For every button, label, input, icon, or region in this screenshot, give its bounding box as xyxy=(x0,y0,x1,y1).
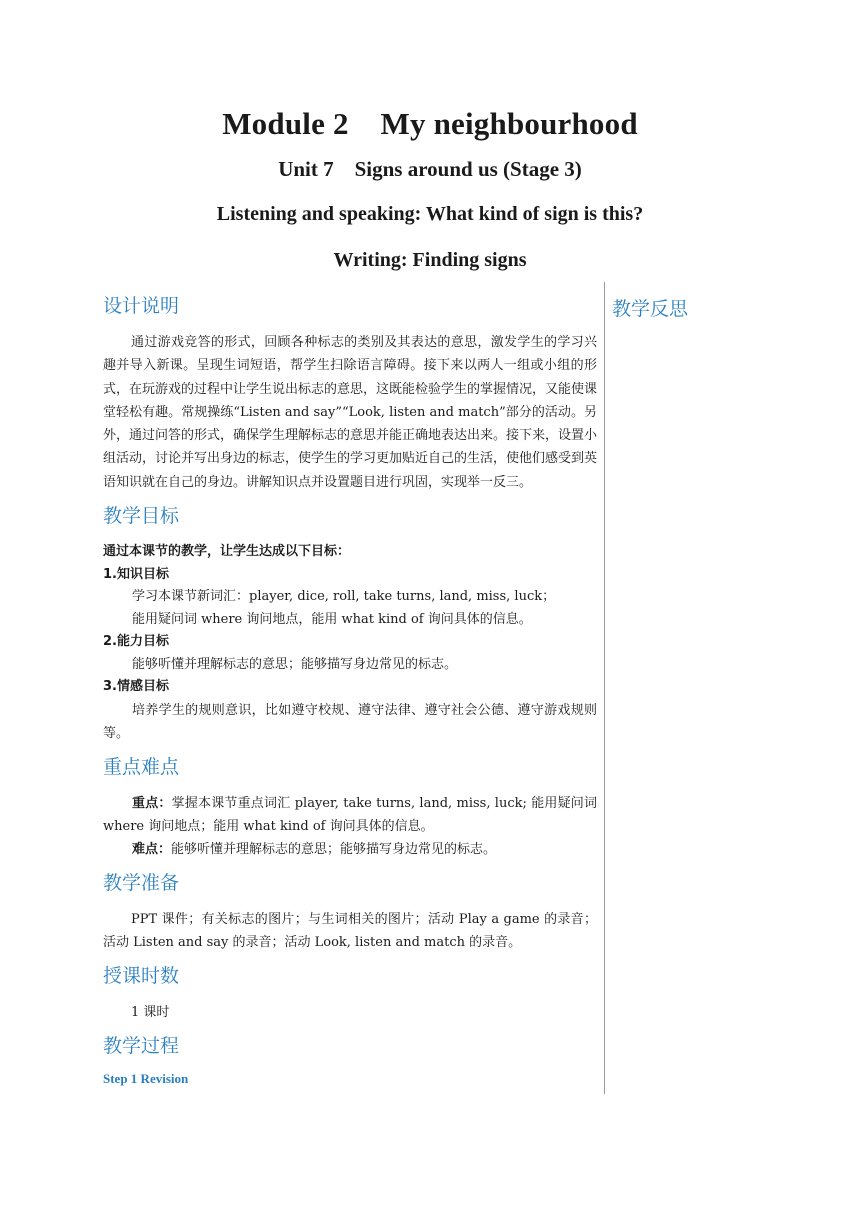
ability-goal-title: 2.能力目标 xyxy=(103,634,169,650)
design-text: 通过游戏竞答的形式，回顾各种标志的类别及其表达的意思，激发学生的学习兴趣并导入新课。呈现生词短语，帮学生扫除语言障碍。接下来以两人一组或小组的形式，在玩游戏的过程中让学生说出标志的意思，这既能检验学生的掌握情况，又能使课堂轻松有趣。常规操练“Listen and say”“Look, listen and match”部分的活动。另外，通过问答的形式，确保学生理解标志的意思并能正确地表达出来。接下来，设置小组活动，讨论并写出身边的标志，使学生的学习更加贴近自己的生活，使他们感受到英语知识就在自己的身边。讲解知识点并设置题目进行巩固，实现举一反三。 xyxy=(103,335,598,490)
unit-title: Unit 7 Signs around us (Stage 3) xyxy=(278,157,582,181)
writing-title: Writing: Finding signs xyxy=(333,249,527,271)
prep-heading: 教学准备 xyxy=(103,871,180,894)
key-point xyxy=(103,792,597,838)
step-1-title: Step 1 Revision xyxy=(103,1071,189,1087)
ability-goal-item: 能够听懂并理解标志的意思；能够描写身边常见的标志。 xyxy=(132,656,458,672)
hours-heading: 授课时数 xyxy=(103,965,180,988)
emotion-goal-item: 培养学生的规则意识，比如遵守校规、遵守法律、遵守社会公德、遵守游戏规则等。 xyxy=(103,702,597,741)
difficult-point xyxy=(103,838,597,861)
goals-heading: 教学目标 xyxy=(103,505,180,528)
key-text: 掌握本课节重点词汇 player, take turns, land, miss, luck; 能用疑问词 where 询问地点；能用 what kind of 询问具体的信息。 xyxy=(103,795,597,834)
design-heading: 设计说明 xyxy=(103,295,180,317)
knowledge-goal-item: 能用疑问词 where 询问地点，能用 what kind of 询问具体的信息。 xyxy=(132,611,532,627)
key-label: 重点： xyxy=(132,795,172,811)
prep-text: PPT 课件；有关标志的图片；与生词相关的图片；活动 Play a game 的录音；活动 Listen and say 的录音；活动 Look, listen and match 的录音。 xyxy=(103,911,597,950)
emotion-goal-title: 3.情感目标 xyxy=(103,679,169,695)
knowledge-goal-title: 1.知识目标 xyxy=(103,566,169,582)
key-points-heading: 重点难点 xyxy=(103,755,180,778)
process-heading: 教学过程 xyxy=(103,1035,180,1058)
main-column xyxy=(103,294,597,1087)
reflection-heading: 教学反思 xyxy=(612,298,689,320)
hours-text: 1 课时 xyxy=(131,1005,170,1021)
module-title: Module 2 My neighbourhood xyxy=(222,106,638,141)
difficult-label: 难点： xyxy=(132,841,172,857)
column-divider xyxy=(604,282,605,1094)
knowledge-goal-item: 学习本课节新词汇：player, dice, roll, take turns, land, miss, luck； xyxy=(132,589,556,605)
difficult-text: 能够听懂并理解标志的意思；能够描写身边常见的标志。 xyxy=(171,841,497,857)
goals-lead: 通过本课节的教学，让学生达成以下目标： xyxy=(103,544,351,560)
listening-title: Listening and speaking: What kind of sign is this? xyxy=(216,203,644,225)
